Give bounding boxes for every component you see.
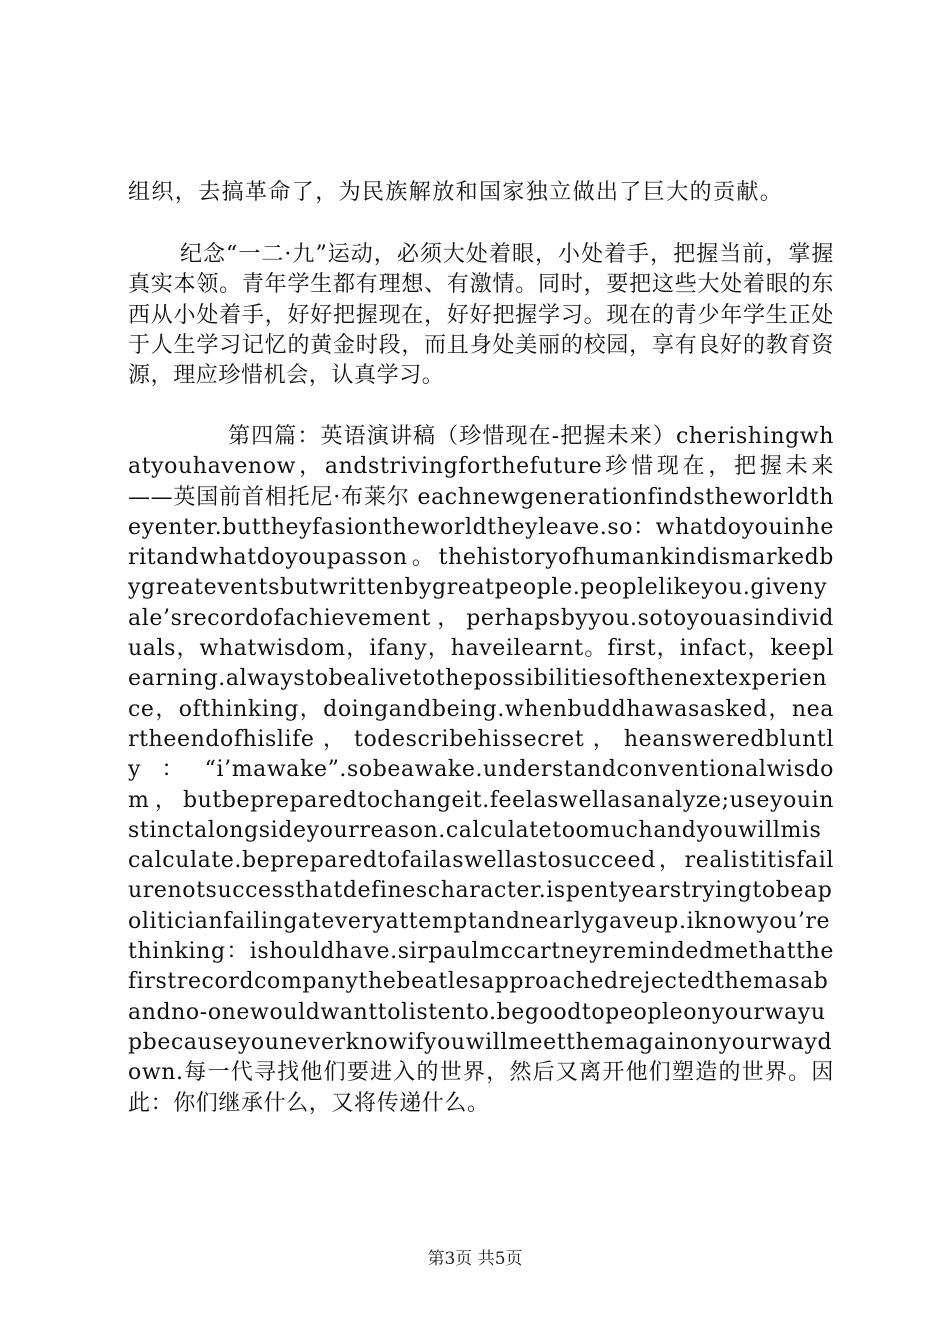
paragraph-december-nine: 纪念“一二·九”运动，必须大处着眼，小处着手，把握当前，掌握真实本领。青年学生都有理想、有激情。同时，要把这些大处着眼的东西从小处着手，好好把握现在，好好把握学习。现在的青少年学生正处于人生学习记忆的黄金时段，而且身处美丽的校园，享有良好的教育资源，理应珍惜机会，认真学习。 — [128, 242, 834, 389]
paragraph-speech: 第四篇：英语演讲稿（珍惜现在-把握未来）cherishingwhatyouhavenow，andstrivingforthefuture珍惜现在，把握未来——英国前首相托尼·布莱尔 eachnewgenerationfindstheworldtheyenter.buttheyfasiontheworldtheyleave.so：whatdoyouinheritandwhatdoyoupasson。thehistoryofhumankindismarkedbygreateventsbutwrittenbygreatpeople.peoplelikeyou.givenyale’srecordofachievement，perhapsbyyou.sotoyouasindividuals，whatwisdom，ifany，haveilearnt。first，infact，keeplearning.alwaystobealivetothepossibilitiesofthenextexperience，ofthinking，doingandbeing.whenbuddhawasasked，neartheendofhislife，todescribehissecret，heansweredbluntly：“i’mawake”.sobeawake.understandconventionalwisdom，butbepreparedtochangeit.feelaswellasanalyze;useyouinstinctalongsideyourreason.calculatetoomuchandyouwillmiscalculate.bepreparedtofailaswellastosucceed，realistitisfailurenotsuccessthatdefinescharacter.ispentyearstryingtobeapoliticianfailingateveryattemptandnearlygaveup.iknowyou’rethinking：ishouldhave.sirpaulmccartneyremindedmethatthefirstrecordcompanythebeatlesapproachedrejectedthemasabandno-onewouldwanttolistento.begoodtopeopleonyourwayupbecauseyouneverknowifyouwillmeetthemagainonyourwaydown.每一代寻找他们要进入的世界，然后又离开他们塑造的世界。因此：你们继承什么，又将传递什么。 — [128, 424, 835, 1116]
paragraph-continuation: 组织，去搞革命了，为民族解放和国家独立做出了巨大的贡献。 — [128, 180, 784, 205]
page-footer: 第3页 共5页 — [427, 1249, 523, 1269]
